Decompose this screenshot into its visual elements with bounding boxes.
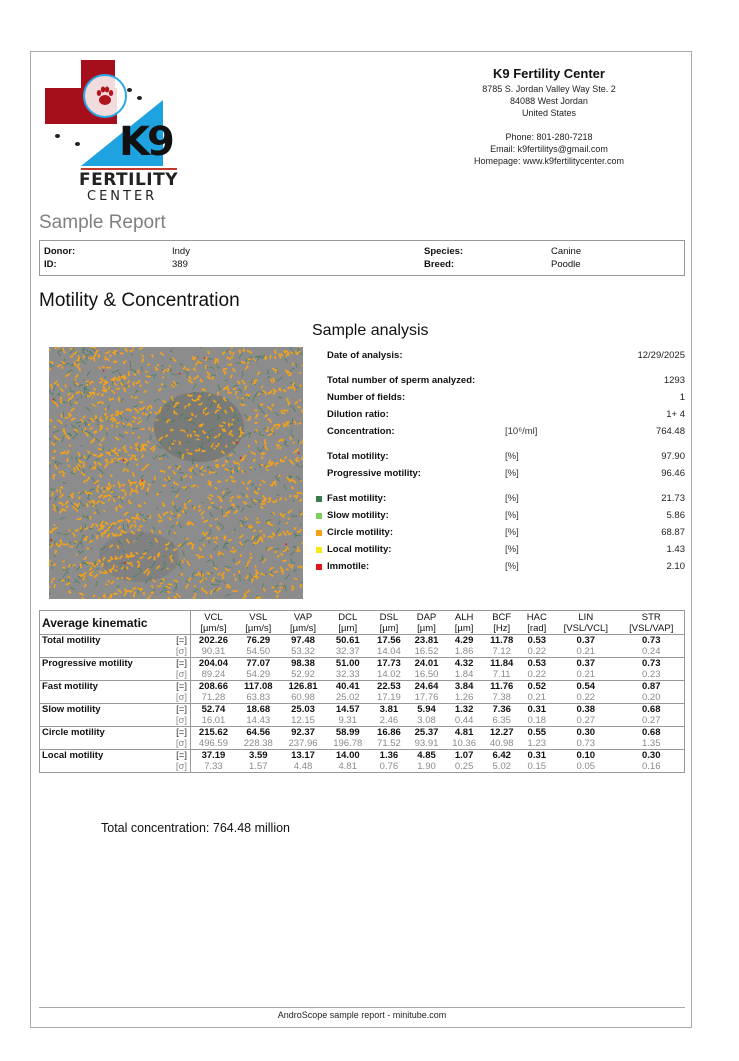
sd-value: 63.83 xyxy=(246,692,271,703)
clinic-address-line2: 84088 West Jordan xyxy=(510,96,588,106)
mean-value: 0.38 xyxy=(553,704,618,716)
analysis-value: 2.10 xyxy=(666,561,685,572)
table-row-mean xyxy=(40,704,685,716)
analysis-row xyxy=(327,374,685,388)
logo-center-text: CENTER xyxy=(87,189,158,204)
mean-symbol: [=] xyxy=(169,727,191,739)
column-unit: [µm/s] xyxy=(245,623,272,634)
mean-value: 0.31 xyxy=(521,704,554,716)
mean-value: 64.56 xyxy=(236,727,281,739)
table-row-mean xyxy=(40,658,685,670)
column-name: VCL xyxy=(204,612,223,623)
mean-value: 51.00 xyxy=(325,658,370,670)
mean-value: 0.54 xyxy=(553,681,618,693)
sd-value: 52.92 xyxy=(291,669,315,680)
mean-value: 76.29 xyxy=(236,635,281,647)
analysis-value: 96.46 xyxy=(661,468,685,479)
sperm-icon xyxy=(75,142,80,146)
paw-icon xyxy=(91,82,119,110)
sd-value: 0.27 xyxy=(642,715,661,726)
mean-value: 0.52 xyxy=(521,681,554,693)
analysis-value: 68.87 xyxy=(661,527,685,538)
mean-value: 4.32 xyxy=(445,658,483,670)
donor-value: Indy xyxy=(172,246,190,257)
sd-value: 7.11 xyxy=(492,669,511,680)
analysis-unit: [%] xyxy=(505,510,519,521)
table-row-sd xyxy=(40,692,685,704)
column-name: DSL xyxy=(379,612,399,623)
breed-label: Breed: xyxy=(424,259,455,270)
sd-value: 0.21 xyxy=(576,646,596,657)
sd-value: 17.76 xyxy=(414,692,439,703)
mean-symbol: [=] xyxy=(169,635,191,647)
analysis-value: 12/29/2025 xyxy=(637,350,685,361)
sd-value: 0.22 xyxy=(527,646,547,657)
mean-value: 4.81 xyxy=(445,727,483,739)
sd-value: 7.38 xyxy=(492,692,511,703)
analysis-row xyxy=(327,526,685,540)
column-header-vsl xyxy=(236,611,281,635)
mean-value: 215.62 xyxy=(191,727,236,739)
analysis-value: 1+ 4 xyxy=(666,409,685,420)
donor-info-box xyxy=(39,240,685,276)
sd-value: 40.98 xyxy=(489,738,514,749)
mean-value: 0.31 xyxy=(521,750,554,762)
table-row-sd xyxy=(40,761,685,773)
mean-value: 40.41 xyxy=(325,681,370,693)
analysis-label: Total motility: xyxy=(327,451,389,462)
analysis-row xyxy=(327,509,685,523)
table-row-mean xyxy=(40,727,685,739)
column-header-vap xyxy=(281,611,326,635)
mean-value: 208.66 xyxy=(191,681,236,693)
mean-value: 0.87 xyxy=(619,681,685,693)
analysis-row xyxy=(327,408,685,422)
mean-value: 14.00 xyxy=(325,750,370,762)
sample-analysis-title: Sample analysis xyxy=(312,322,429,339)
mean-value: 11.78 xyxy=(483,635,521,647)
sd-value: 32.37 xyxy=(335,646,360,657)
mean-value: 3.81 xyxy=(370,704,408,716)
sd-value: 17.19 xyxy=(377,692,401,703)
mean-value: 0.68 xyxy=(619,704,685,716)
sd-value: 3.08 xyxy=(417,715,436,726)
column-header-dsl xyxy=(370,611,408,635)
species-label: Species: xyxy=(424,246,464,257)
sd-value: 14.02 xyxy=(377,669,401,680)
mean-value: 0.55 xyxy=(521,727,554,739)
analysis-row xyxy=(327,543,685,557)
analysis-row xyxy=(327,492,685,506)
mean-value: 1.36 xyxy=(370,750,408,762)
column-header-vcl xyxy=(191,611,236,635)
mean-value: 0.30 xyxy=(553,727,618,739)
footer-divider xyxy=(39,1007,685,1008)
row-name-empty xyxy=(40,669,169,681)
mean-value: 18.68 xyxy=(236,704,281,716)
legend-swatch-icon xyxy=(316,530,322,536)
mean-value: 52.74 xyxy=(191,704,236,716)
column-name: STR xyxy=(641,612,661,623)
row-name-empty xyxy=(40,715,169,727)
legend-swatch-icon xyxy=(316,513,322,519)
analysis-label: Concentration: xyxy=(327,426,395,437)
mean-value: 202.26 xyxy=(191,635,236,647)
mean-value: 0.37 xyxy=(553,658,618,670)
sd-value: 4.81 xyxy=(338,761,357,772)
analysis-label: Number of fields: xyxy=(327,392,406,403)
sd-symbol: [σ] xyxy=(169,669,191,681)
sd-value: 1.90 xyxy=(417,761,436,772)
sd-value: 2.46 xyxy=(379,715,399,726)
mean-value: 4.85 xyxy=(408,750,446,762)
sd-symbol: [σ] xyxy=(169,761,191,773)
sd-value: 0.76 xyxy=(379,761,399,772)
analysis-value: 1293 xyxy=(663,375,685,386)
analysis-value: 5.86 xyxy=(666,510,685,521)
sd-value: 0.24 xyxy=(642,646,661,657)
sd-symbol: [σ] xyxy=(169,692,191,704)
column-name: HAC xyxy=(526,612,547,623)
analysis-label: Dilution ratio: xyxy=(327,409,389,420)
mean-value: 11.84 xyxy=(483,658,521,670)
mean-value: 37.19 xyxy=(191,750,236,762)
row-name-empty xyxy=(40,646,169,658)
row-name-empty xyxy=(40,738,169,750)
mean-value: 0.10 xyxy=(553,750,618,762)
analysis-label: Immotile: xyxy=(327,561,370,572)
sd-value: 1.57 xyxy=(249,761,268,772)
report-title: Sample Report xyxy=(39,212,166,233)
column-unit: [Hz] xyxy=(493,623,511,634)
mean-value: 4.29 xyxy=(445,635,483,647)
mean-value: 92.37 xyxy=(281,727,326,739)
sd-value: 0.25 xyxy=(454,761,474,772)
column-header-dap xyxy=(408,611,446,635)
column-unit: [µm] xyxy=(417,623,436,634)
column-name: VSL xyxy=(249,612,268,623)
sperm-icon xyxy=(127,88,132,92)
analysis-row xyxy=(327,391,685,405)
table-row-sd xyxy=(40,715,685,727)
mean-value: 13.17 xyxy=(281,750,326,762)
mean-value: 98.38 xyxy=(281,658,326,670)
clinic-name: K9 Fertility Center xyxy=(493,66,605,81)
logo-fertility-text: FERTILITY xyxy=(79,170,179,190)
sd-value: 496.59 xyxy=(198,738,228,749)
column-header-hac xyxy=(521,611,554,635)
microscope-image xyxy=(49,347,303,599)
legend-swatch-icon xyxy=(316,547,322,553)
sd-value: 0.23 xyxy=(642,669,661,680)
species-value: Canine xyxy=(551,246,582,257)
sd-value: 14.04 xyxy=(377,646,401,657)
breed-value: Poodle xyxy=(551,259,581,270)
mean-value: 117.08 xyxy=(236,681,281,693)
mean-value: 25.37 xyxy=(408,727,446,739)
mean-value: 5.94 xyxy=(408,704,446,716)
sd-value: 0.21 xyxy=(576,669,596,680)
analysis-value: 1 xyxy=(679,392,685,403)
sd-value: 90.31 xyxy=(201,646,226,657)
mean-value: 0.53 xyxy=(521,658,554,670)
sd-symbol: [σ] xyxy=(169,646,191,658)
column-unit: [µm/s] xyxy=(200,623,227,634)
sd-value: 93.91 xyxy=(414,738,439,749)
row-name: Fast motility xyxy=(40,681,169,693)
clinic-homepage: Homepage: www.k9fertilitycenter.com xyxy=(473,156,625,166)
sd-value: 1.86 xyxy=(454,646,474,657)
mean-value: 97.48 xyxy=(281,635,326,647)
mean-value: 204.04 xyxy=(191,658,236,670)
clinic-email: Email: k9fertilitys@gmail.com xyxy=(490,144,608,154)
analysis-value: 21.73 xyxy=(661,493,685,504)
mean-value: 17.56 xyxy=(370,635,408,647)
sd-symbol: [σ] xyxy=(169,738,191,750)
sd-value: 16.52 xyxy=(414,646,439,657)
sd-value: 0.44 xyxy=(454,715,474,726)
analysis-unit: [%] xyxy=(505,451,519,462)
row-name: Progressive motility xyxy=(40,658,169,670)
sd-value: 71.28 xyxy=(201,692,226,703)
mean-value: 3.84 xyxy=(445,681,483,693)
clinic-country: United States xyxy=(521,108,577,118)
column-header-alh xyxy=(445,611,483,635)
analysis-unit: [%] xyxy=(505,527,519,538)
sd-value: 0.15 xyxy=(527,761,547,772)
id-value: 389 xyxy=(172,259,188,270)
id-label: ID: xyxy=(44,259,57,270)
logo-k9-text: K9 xyxy=(119,119,172,165)
mean-value: 23.81 xyxy=(408,635,446,647)
table-row-mean xyxy=(40,750,685,762)
mean-value: 11.76 xyxy=(483,681,521,693)
sperm-icon xyxy=(137,96,142,100)
legend-swatch-icon xyxy=(316,496,322,502)
sd-symbol: [σ] xyxy=(169,715,191,727)
mean-value: 24.64 xyxy=(408,681,446,693)
mean-value: 0.73 xyxy=(619,635,685,647)
report-page xyxy=(30,51,692,1028)
sperm-icon xyxy=(55,134,60,138)
column-name: BCF xyxy=(492,612,512,623)
average-kinematic-table xyxy=(39,610,685,773)
sd-value: 4.48 xyxy=(293,761,313,772)
column-name: ALH xyxy=(454,612,474,623)
sd-value: 71.52 xyxy=(377,738,401,749)
column-header-dcl xyxy=(325,611,370,635)
sd-value: 0.22 xyxy=(527,669,547,680)
mean-value: 7.36 xyxy=(483,704,521,716)
column-name: DCL xyxy=(338,612,358,623)
sd-value: 0.16 xyxy=(642,761,661,772)
mean-value: 12.27 xyxy=(483,727,521,739)
analysis-unit: [10⁶/ml] xyxy=(505,426,538,437)
mean-value: 0.53 xyxy=(521,635,554,647)
table-row-sd xyxy=(40,669,685,681)
mean-value: 50.61 xyxy=(325,635,370,647)
mean-value: 6.42 xyxy=(483,750,521,762)
clinic-address-line1: 8785 S. Jordan Valley Way Ste. 2 xyxy=(482,84,616,94)
row-name: Local motility xyxy=(40,750,169,762)
sd-value: 54.50 xyxy=(246,646,271,657)
k9-fertility-logo xyxy=(45,60,177,206)
analysis-row xyxy=(327,425,685,439)
sd-value: 7.12 xyxy=(492,646,511,657)
sd-value: 1.35 xyxy=(642,738,661,749)
mean-symbol: [=] xyxy=(169,681,191,693)
analysis-row xyxy=(327,467,685,481)
analysis-label: Slow motility: xyxy=(327,510,389,521)
sd-value: 5.02 xyxy=(492,761,511,772)
mean-value: 1.07 xyxy=(445,750,483,762)
analysis-label: Date of analysis: xyxy=(327,350,403,361)
analysis-value: 1.43 xyxy=(666,544,685,555)
analysis-label: Progressive motility: xyxy=(327,468,421,479)
mean-value: 0.37 xyxy=(553,635,618,647)
mean-value: 17.73 xyxy=(370,658,408,670)
column-unit: [VSL/VAP] xyxy=(629,623,674,634)
row-name-empty xyxy=(40,692,169,704)
column-unit: [VSL/VCL] xyxy=(563,623,608,634)
sd-value: 1.84 xyxy=(454,669,474,680)
sd-value: 6.35 xyxy=(492,715,511,726)
legend-swatch-icon xyxy=(316,564,322,570)
column-name: VAP xyxy=(293,612,313,623)
mean-value: 25.03 xyxy=(281,704,326,716)
sd-value: 53.32 xyxy=(291,646,315,657)
sd-value: 12.15 xyxy=(291,715,315,726)
mean-value: 0.30 xyxy=(619,750,685,762)
mean-value: 14.57 xyxy=(325,704,370,716)
row-name: Slow motility xyxy=(40,704,169,716)
table-row-sd xyxy=(40,646,685,658)
sd-value: 228.38 xyxy=(243,738,273,749)
column-unit: [µm] xyxy=(454,623,474,634)
column-header-bcf xyxy=(483,611,521,635)
clinic-phone: Phone: 801-280-7218 xyxy=(505,132,593,142)
column-unit: [µm/s] xyxy=(289,623,317,634)
sd-value: 60.98 xyxy=(291,692,315,703)
sd-value: 0.21 xyxy=(527,692,547,703)
analysis-label: Local motility: xyxy=(327,544,392,555)
sd-value: 1.26 xyxy=(454,692,474,703)
mean-value: 126.81 xyxy=(281,681,326,693)
column-unit: [rad] xyxy=(527,623,547,634)
footer-text: AndroScope sample report - minitube.com xyxy=(277,1010,447,1020)
analysis-unit: [%] xyxy=(505,544,519,555)
analysis-unit: [%] xyxy=(505,468,519,479)
mean-symbol: [=] xyxy=(169,750,191,762)
table-row-sd xyxy=(40,738,685,750)
sd-value: 0.73 xyxy=(576,738,596,749)
analysis-unit: [%] xyxy=(505,561,519,572)
analysis-unit: [%] xyxy=(505,493,519,504)
mean-value: 77.07 xyxy=(236,658,281,670)
mean-value: 0.73 xyxy=(619,658,685,670)
sd-value: 89.24 xyxy=(201,669,226,680)
sd-value: 7.33 xyxy=(204,761,223,772)
mean-symbol: [=] xyxy=(169,704,191,716)
mean-value: 0.68 xyxy=(619,727,685,739)
sd-value: 196.78 xyxy=(333,738,363,749)
sd-value: 0.05 xyxy=(576,761,596,772)
analysis-value: 97.90 xyxy=(661,451,685,462)
mean-value: 22.53 xyxy=(370,681,408,693)
column-name: LIN xyxy=(578,612,594,623)
total-concentration: Total concentration: 764.48 million xyxy=(101,821,291,835)
mean-symbol: [=] xyxy=(169,658,191,670)
section-title-motility: Motility & Concentration xyxy=(39,290,240,311)
analysis-value: 764.48 xyxy=(655,426,685,437)
column-header-str xyxy=(619,611,685,635)
mean-value: 58.99 xyxy=(325,727,370,739)
table-row-mean xyxy=(40,635,685,647)
sd-value: 25.02 xyxy=(335,692,360,703)
analysis-row xyxy=(327,349,685,363)
column-header-lin xyxy=(553,611,618,635)
sd-value: 237.96 xyxy=(288,738,318,749)
analysis-label: Circle motility: xyxy=(327,527,393,538)
column-name: DAP xyxy=(416,612,437,623)
sd-value: 0.22 xyxy=(576,692,596,703)
sd-value: 9.31 xyxy=(338,715,357,726)
column-unit: [µm] xyxy=(379,623,399,634)
analysis-label: Total number of sperm analyzed: xyxy=(327,375,476,386)
analysis-label: Fast motility: xyxy=(327,493,387,504)
column-unit: [µm] xyxy=(338,623,358,634)
clinic-info xyxy=(439,66,659,167)
mean-value: 1.32 xyxy=(445,704,483,716)
sd-value: 54.29 xyxy=(246,669,271,680)
sd-value: 14.43 xyxy=(246,715,271,726)
sd-value: 32.33 xyxy=(335,669,360,680)
analysis-row xyxy=(327,560,685,574)
sd-value: 0.20 xyxy=(642,692,661,703)
row-name: Total motility xyxy=(40,635,169,647)
sd-value: 0.18 xyxy=(527,715,547,726)
row-name-empty xyxy=(40,761,169,773)
sd-value: 16.50 xyxy=(414,669,439,680)
row-name: Circle motility xyxy=(40,727,169,739)
mean-value: 16.86 xyxy=(370,727,408,739)
kinematic-title: Average kinematic xyxy=(40,611,191,635)
sd-value: 1.23 xyxy=(527,738,547,749)
table-row-mean xyxy=(40,681,685,693)
donor-label: Donor: xyxy=(44,246,76,257)
sd-value: 16.01 xyxy=(201,715,226,726)
sd-value: 10.36 xyxy=(452,738,476,749)
analysis-row xyxy=(327,450,685,464)
mean-value: 24.01 xyxy=(408,658,446,670)
mean-value: 3.59 xyxy=(236,750,281,762)
sd-value: 0.27 xyxy=(576,715,596,726)
